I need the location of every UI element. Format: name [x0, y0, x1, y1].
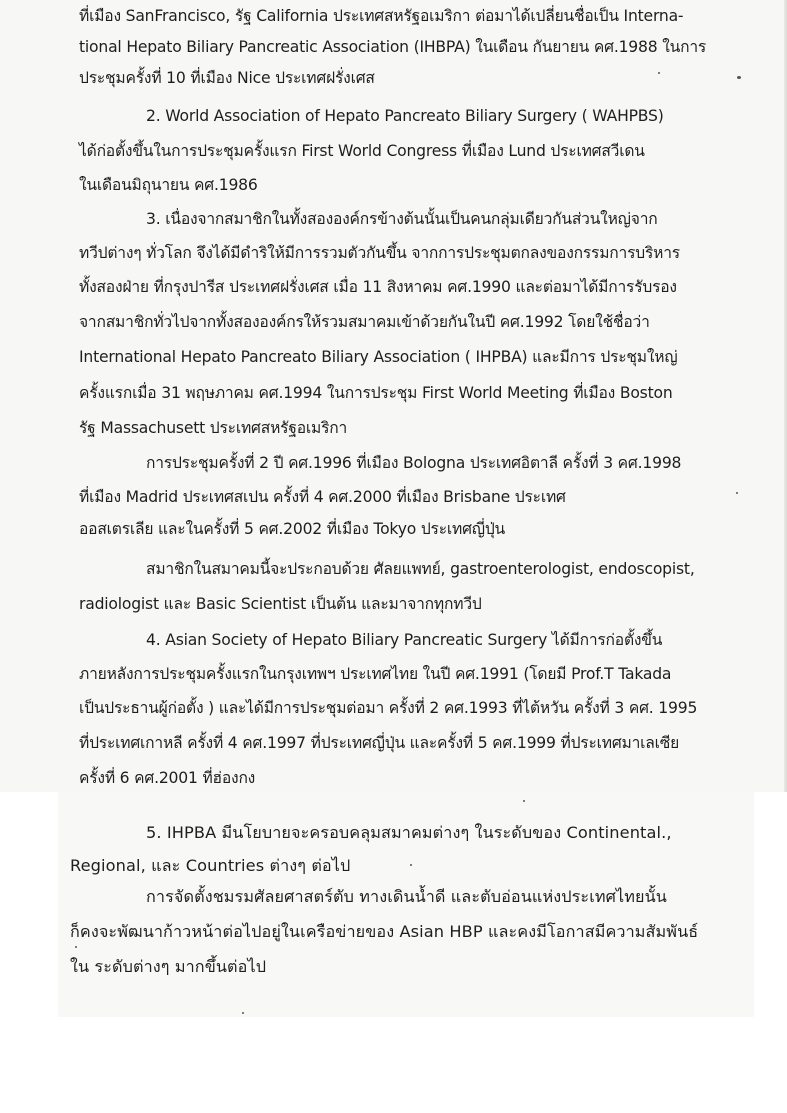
- scan-speck: [523, 800, 525, 802]
- text-line: 4. Asian Society of Hepato Biliary Pancreatic Surgery ได้มีการก่อตั้งขึ้น: [146, 631, 663, 649]
- text-line: tional Hepato Biliary Pancreatic Association (IHBPA) ในเดือน กันยายน คศ.1988 ในการ: [79, 38, 707, 56]
- text-line: 2. World Association of Hepato Pancreato Biliary Surgery ( WAHPBS): [146, 107, 664, 125]
- text-line: การประชุมครั้งที่ 2 ปี คศ.1996 ที่เมือง Bologna ประเทศอิตาลี ครั้งที่ 3 คศ.1998: [146, 454, 682, 472]
- text-line: Regional, และ Countries ต่างๆ ต่อไป: [70, 856, 351, 875]
- text-line: ที่ประเทศเกาหลี ครั้งที่ 4 คศ.1997 ที่ประเทศญี่ปุ่น และครั้งที่ 5 คศ.1999 ที่ประเทศมาเลเซีย: [79, 734, 680, 752]
- text-line: รัฐ Massachusett ประเทศสหรัฐอเมริกา: [79, 419, 348, 437]
- text-line: ครั้งแรกเมื่อ 31 พฤษภาคม คศ.1994 ในการประชุม First World Meeting ที่เมือง Boston: [79, 384, 673, 402]
- text-line: ที่เมือง Madrid ประเทศสเปน ครั้งที่ 4 คศ.2000 ที่เมือง Brisbane ประเทศ: [79, 488, 566, 506]
- text-line: ทวีปต่างๆ ทั่วโลก จึงได้มีดำริให้มีการรวมตัวกันขึ้น จากการประชุมตกลงของกรรมการบริหาร: [79, 244, 680, 262]
- text-line: radiologist และ Basic Scientist เป็นต้น และมาจากทุกทวีป: [79, 595, 482, 613]
- scan-speck: [242, 1012, 244, 1014]
- text-line: จากสมาชิกทั่วไปจากทั้งสององค์กรให้รวมสมาคมเข้าด้วยกันในปี คศ.1992 โดยใช้ชื่อว่า: [79, 313, 650, 331]
- scan-speck: [737, 76, 741, 79]
- text-line: ครั้งที่ 6 คศ.2001 ที่ฮ่องกง: [79, 769, 256, 787]
- scan-speck: [736, 492, 738, 494]
- text-line: ประชุมครั้งที่ 10 ที่เมือง Nice ประเทศฝรั่งเศส: [79, 69, 375, 87]
- text-line: ใน ระดับต่างๆ มากขึ้นต่อไป: [70, 957, 267, 976]
- text-line: ออสเตรเลีย และในครั้งที่ 5 คศ.2002 ที่เมือง Tokyo ประเทศญี่ปุ่น: [79, 520, 506, 538]
- text-line: 3. เนื่องจากสมาชิกในทั้งสององค์กรข้างต้นนั้นเป็นคนกลุ่มเดียวกันส่วนใหญ่จาก: [146, 210, 658, 228]
- text-line: ได้ก่อตั้งขึ้นในการประชุมครั้งแรก First World Congress ที่เมือง Lund ประเทศสวีเดน: [79, 142, 645, 160]
- scan-speck: [75, 946, 77, 948]
- text-line: ก็คงจะพัฒนาก้าวหน้าต่อไปอยู่ในเครือข่ายของ Asian HBP และคงมีโอกาสมีความสัมพันธ์: [70, 922, 699, 941]
- text-line: ที่เมือง SanFrancisco, รัฐ California ประเทศสหรัฐอเมริกา ต่อมาได้เปลี่ยนชื่อเป็น Interna-: [79, 7, 684, 25]
- text-line: สมาชิกในสมาคมนี้จะประกอบด้วย ศัลยแพทย์, gastroenterologist, endoscopist,: [146, 560, 695, 578]
- text-line: ภายหลังการประชุมครั้งแรกในกรุงเทพฯ ประเทศไทย ในปี คศ.1991 (โดยมี Prof.T Takada: [79, 665, 672, 683]
- scan-speck: [658, 72, 660, 74]
- text-line: 5. IHPBA มีนโยบายจะครอบคลุมสมาคมต่างๆ ในระดับของ Continental.,: [146, 823, 672, 842]
- text-line: การจัดตั้งชมรมศัลยศาสตร์ตับ ทางเดินน้ำดี และตับอ่อนแห่งประเทศไทยนั้น: [146, 887, 667, 906]
- text-line: ทั้งสองฝ่าย ที่กรุงปารีส ประเทศฝรั่งเศส เมื่อ 11 สิงหาคม คศ.1990 และต่อมาได้มีการรับรอง: [79, 278, 677, 296]
- text-line: ในเดือนมิถุนายน คศ.1986: [79, 176, 258, 194]
- text-line: International Hepato Pancreato Biliary Association ( IHPBA) และมีการ ประชุมใหญ่: [79, 348, 678, 366]
- text-line: เป็นประธานผู้ก่อตั้ง ) และได้มีการประชุมต่อมา ครั้งที่ 2 คศ.1993 ที่ไต้หวัน ครั้งที่ 3 คศ. 1995: [79, 699, 698, 717]
- scan-speck: [410, 864, 412, 866]
